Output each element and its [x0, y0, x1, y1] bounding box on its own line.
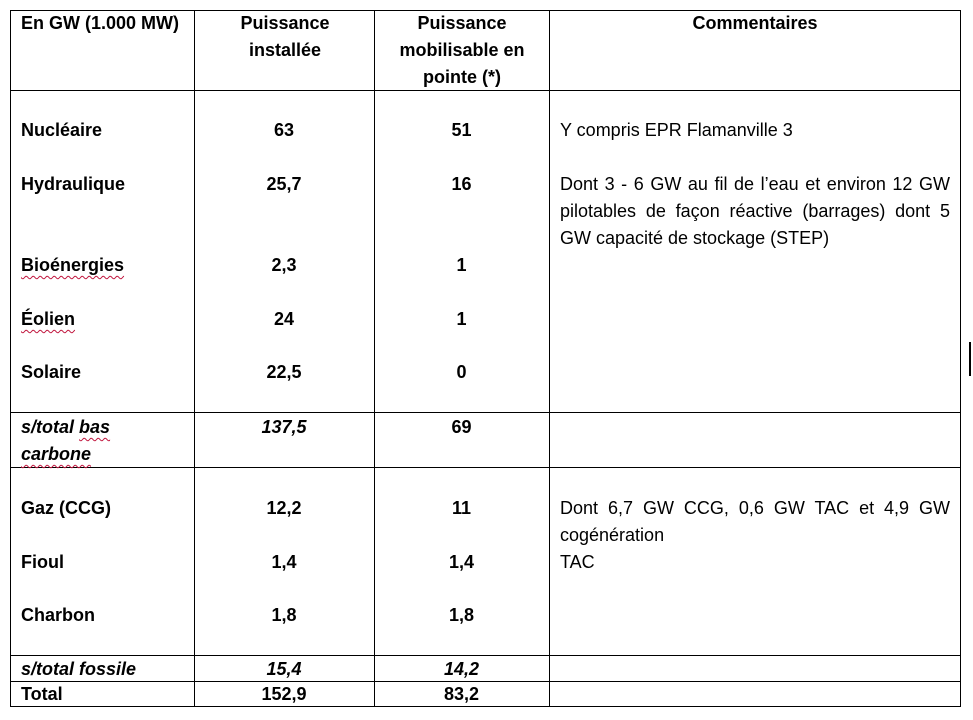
row-comment-nucleaire: Y compris EPR Flamanville 3 — [560, 120, 793, 140]
row-comment-gaz: Dont 6,7 GW CCG, 0,6 GW TAC et 4,9 GW cogénération — [560, 498, 950, 545]
subtotal-fossil-installed: 15,4 — [266, 659, 302, 679]
row-installed-hydraulique: 25,7 — [266, 174, 302, 194]
total-installed: 152,9 — [261, 684, 307, 704]
capacity-table — [10, 10, 961, 707]
row-installed-fioul: 1,4 — [271, 552, 297, 572]
table-border-bottom — [10, 706, 961, 707]
row-label-gaz: Gaz (CCG) — [21, 498, 111, 518]
row-peak-eolien: 1 — [456, 309, 467, 329]
spellcheck-underlined-text: Éolien — [21, 309, 76, 329]
row-installed-nucleaire: 63 — [273, 120, 295, 140]
row-peak-nucleaire: 51 — [451, 120, 472, 140]
row-label-fioul: Fioul — [21, 552, 64, 572]
row-installed-gaz: 12,2 — [266, 498, 302, 518]
row-peak-hydraulique: 16 — [451, 174, 472, 194]
row-installed-bioenergies: 2,3 — [271, 255, 297, 275]
row-label-eolien — [21, 306, 75, 333]
subtotal-fossil-peak: 14,2 — [443, 659, 480, 679]
row-label-charbon: Charbon — [21, 605, 95, 625]
column-divider — [549, 10, 550, 707]
row-peak-solaire: 0 — [456, 362, 467, 382]
spellcheck-underlined-text: bas — [79, 417, 111, 437]
subtotal-fossil-label: s/total fossile — [21, 659, 137, 679]
row-installed-eolien: 24 — [273, 309, 295, 329]
row-installed-solaire: 22,5 — [266, 362, 302, 382]
row-label-hydraulique: Hydraulique — [21, 174, 126, 194]
row-label-bioenergies — [21, 252, 124, 279]
table-border-left — [10, 10, 11, 707]
row-peak-charbon: 1,8 — [448, 605, 475, 625]
row-comment-hydraulique: Dont 3 - 6 GW au fil de l’eau et environ 12 GW pilotables de façon réactive (barrages) dont 5 GW capacité de stockage (STEP) — [560, 174, 950, 248]
subtotal-low-carbon-peak: 69 — [451, 417, 472, 437]
row-peak-fioul: 1,4 — [448, 552, 475, 572]
subtotal-low-carbon-label — [21, 414, 186, 468]
total-label: Total — [21, 684, 63, 704]
spellcheck-underlined-text: carbone — [21, 444, 92, 464]
text-cursor — [969, 342, 971, 376]
row-peak-bioenergies: 1 — [456, 255, 467, 275]
header-unit: En GW (1.000 MW) — [21, 13, 180, 33]
header-installed: Puissance installée — [240, 13, 330, 60]
subtotal-prefix: s/total — [21, 417, 75, 437]
header-peak: Puissance mobilisable en pointe (*) — [399, 13, 525, 87]
subtotal-low-carbon-installed: 137,5 — [261, 417, 307, 437]
row-divider — [10, 412, 961, 413]
row-comment-fioul: TAC — [560, 552, 595, 572]
spellcheck-underlined-text: Bioénergies — [21, 255, 125, 275]
row-installed-charbon: 1,8 — [271, 605, 297, 625]
header-comments: Commentaires — [692, 13, 818, 33]
total-peak: 83,2 — [443, 684, 480, 704]
row-label-solaire: Solaire — [21, 362, 82, 382]
row-peak-gaz: 11 — [451, 498, 472, 518]
table-border-right — [960, 10, 961, 707]
row-label-nucleaire: Nucléaire — [21, 120, 103, 140]
